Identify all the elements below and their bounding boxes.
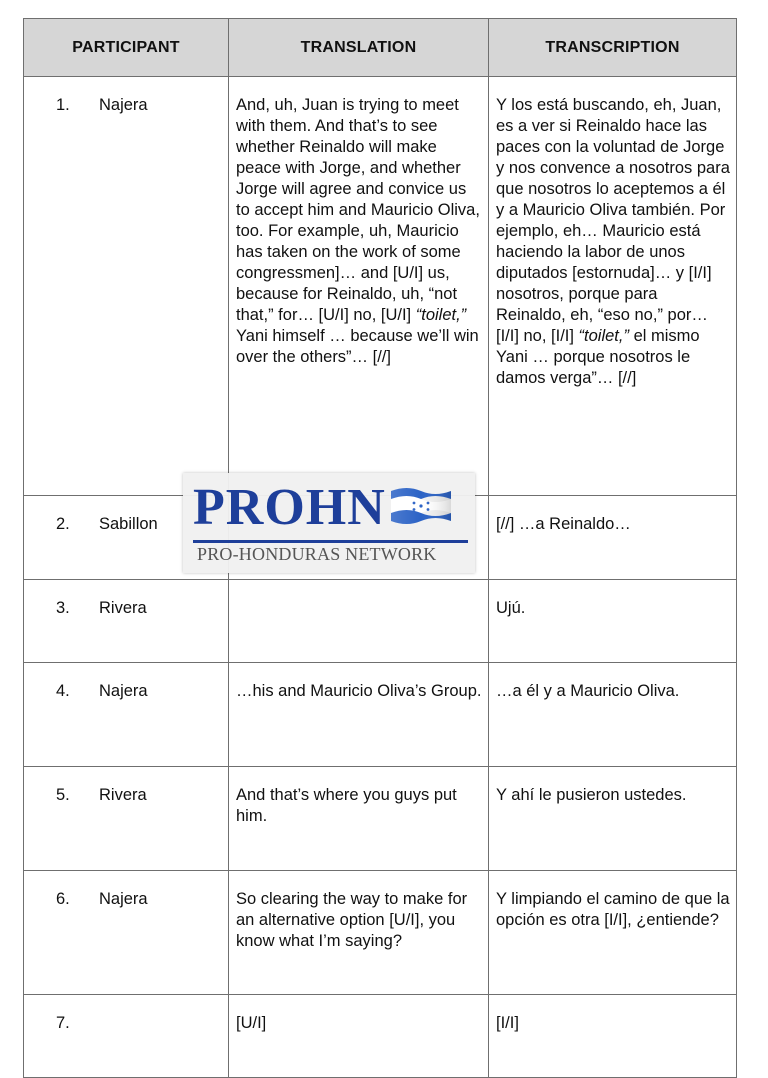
- translation-cell: …his and Mauricio Oliva’s Group.: [229, 663, 489, 767]
- table-row: [24, 995, 737, 1078]
- transcription-cell: Y ahí le pusieron ustedes.: [489, 767, 737, 871]
- transcription-cell: Y limpiando el camino de que la opción es otra [I/I], ¿entiende?: [489, 871, 737, 995]
- table-row: [24, 767, 737, 871]
- participant-name: Najera: [99, 682, 148, 700]
- transcription-cell: [I/I]: [489, 995, 737, 1078]
- row-number: 2.: [56, 515, 70, 533]
- translation-cell: And that’s where you guys put him.: [229, 767, 489, 871]
- prohn-watermark-logo: [183, 473, 475, 573]
- participant-name: Rivera: [99, 599, 147, 617]
- table-row: [24, 77, 737, 496]
- participant-cell: [24, 663, 229, 767]
- participant-cell: [24, 871, 229, 995]
- row-number: 7.: [56, 1014, 70, 1032]
- watermark-title: PROHN: [193, 479, 386, 536]
- header-participant: PARTICIPANT: [24, 19, 229, 77]
- transcription-cell: …a él y a Mauricio Oliva.: [489, 663, 737, 767]
- transcription-cell: Ujú.: [489, 580, 737, 663]
- table-row: [24, 871, 737, 995]
- row-number: 5.: [56, 786, 70, 804]
- participant-name: Najera: [99, 890, 148, 908]
- transcription-cell: [//] …a Reinaldo…: [489, 496, 737, 580]
- transcription-cell: Y los está buscando, eh, Juan, es a ver si Reinaldo hace las paces con la voluntad de Jorge y nos convence a nosotros para que nosotros lo aceptemos a él y a Mauricio Oliva también. Por ejemplo, eh… Mauricio está haciendo la labor de unos diputados [estornuda]… y [I/I] nosotros, porque para Reinaldo, eh, “eso no,” por… [I/I] no, [I/I] “toilet,” el mismo Yani … porque nosotros le damos verga”… [//]: [489, 77, 737, 496]
- header-translation: TRANSLATION: [229, 19, 489, 77]
- participant-name: Sabillon: [99, 515, 158, 533]
- watermark-subtitle: PRO-HONDURAS NETWORK: [197, 544, 437, 564]
- participant-cell: [24, 580, 229, 663]
- header-transcription: TRANSCRIPTION: [489, 19, 737, 77]
- participant-cell: [24, 767, 229, 871]
- header-row: [24, 19, 737, 77]
- row-number: 4.: [56, 682, 70, 700]
- row-number: 6.: [56, 890, 70, 908]
- translation-cell: And, uh, Juan is trying to meet with them. And that’s to see whether Reinaldo will make peace with Jorge, and whether Jorge will agree and convice us to accept him and Mauricio Oliva, too. For example, uh, Mauricio has taken on the work of some congressmen]… and [U/I] us, because for Reinaldo, uh, “not that,” for… [U/I] no, [U/I] “toilet,” Yani himself … because we’ll win over the others”… [//]: [229, 77, 489, 496]
- translation-cell: [229, 580, 489, 663]
- participant-name: Najera: [99, 96, 148, 114]
- table-row: [24, 663, 737, 767]
- row-number: 3.: [56, 599, 70, 617]
- participant-cell: [24, 995, 229, 1078]
- honduras-flag-icon: [389, 485, 453, 527]
- row-number: 1.: [56, 96, 70, 114]
- translation-cell: [U/I]: [229, 995, 489, 1078]
- translation-cell: So clearing the way to make for an alternative option [U/I], you know what I’m saying?: [229, 871, 489, 995]
- table-row: [24, 580, 737, 663]
- participant-name: Rivera: [99, 786, 147, 804]
- participant-cell: [24, 77, 229, 496]
